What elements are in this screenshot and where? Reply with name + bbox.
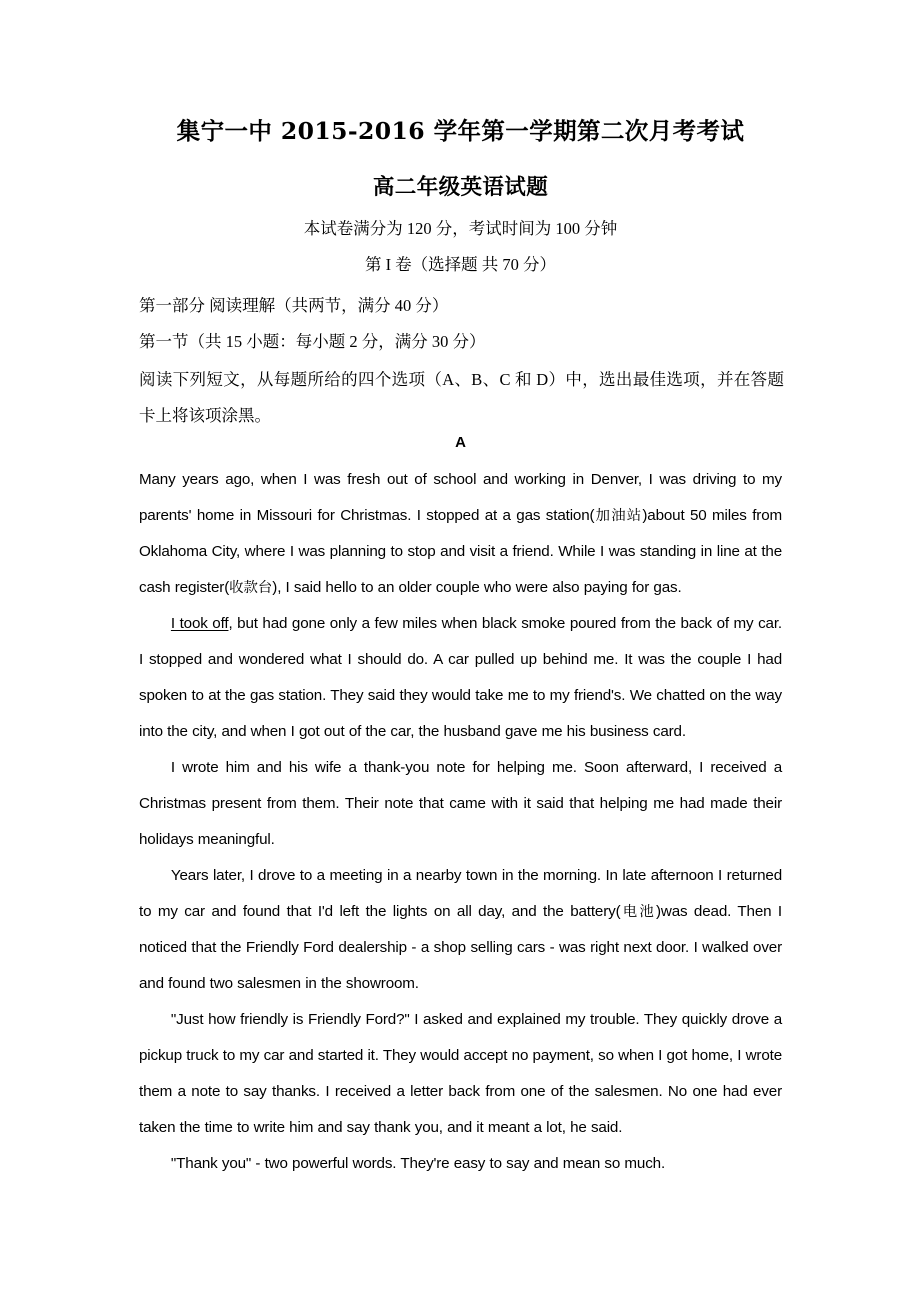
chinese-gloss: 电池	[620, 904, 656, 920]
exam-info-line: 本试卷满分为 120 分，考试时间为 100 分钟	[303, 219, 618, 238]
passage-paragraph	[139, 606, 782, 750]
passage-paragraph	[139, 750, 782, 858]
document-title: 集宁一中 2015-2016 学年第一学期第二次月考考试	[176, 117, 745, 145]
passage-text: )about 50 miles from Oklahoma City, where I was planning to stop and visit a friend. While I was standing in line at the cash register(	[139, 507, 782, 596]
chinese-gloss: 加油站	[594, 508, 643, 524]
passage-text: Many years ago, when I was fresh out of school and working in Denver, I was driving to my parents' home in Missouri for Christmas. I stopped at a gas station(	[139, 471, 782, 524]
section-part-one-heading: 第一部分 阅读理解（共两节，满分 40 分）	[139, 296, 449, 315]
section-one-heading: 第一节（共 15 小题：每小题 2 分，满分 30 分）	[139, 332, 486, 351]
document-subtitle: 高二年级英语试题	[372, 175, 549, 200]
passage-text: )was dead. Then I noticed that the Friendly Ford dealership - a shop selling cars - was right next door. I walked over and found two salesmen in the showroom.	[139, 903, 783, 992]
underlined-phrase: I took off	[170, 615, 229, 632]
passage-text: I wrote him and his wife a thank-you note for helping me. Soon afterward, I received a Christmas present from them. Their note that came with it said that helping me had made their holidays meaningful.	[139, 759, 782, 848]
reading-instruction: 阅读下列短文，从每题所给的四个选项（A、B、C 和 D）中，选出最佳选项，并在答题卡上将该项涂黑。	[139, 370, 784, 425]
passage-text: "Just how friendly is Friendly Ford?" I asked and explained my trouble. They quickly drove a pickup truck to my car and started it. They would accept no payment, so when I got home, I wrote them a note to say thanks. I received a letter back from one of the salesmen. No one had ever taken the time to write him and say thank you, and it meant a lot, he said.	[139, 1011, 782, 1136]
passage-paragraph	[139, 1146, 782, 1182]
paper-part-heading: 第 I 卷（选择题 共 70 分）	[364, 255, 557, 274]
passage-text: , but had gone only a few miles when black smoke poured from the back of my car. I stopped and wondered what I should do. A car pulled up behind me. It was the couple I had spoken to at the gas station. They said they would take me to my friend's. We chatted on the way into the city, and when I got out of the car, the husband gave me his business card.	[139, 615, 782, 740]
passage-paragraph	[139, 858, 782, 1002]
reading-passage	[139, 462, 782, 1182]
passage-paragraph	[139, 1002, 782, 1146]
passage-paragraph	[139, 462, 782, 606]
passage-text: Years later, I drove to a meeting in a nearby town in the morning. In late afternoon I returned to my car and found that I'd left the lights on all day, and the battery(	[139, 867, 782, 920]
chinese-gloss: 收款台	[229, 580, 273, 596]
passage-text: "Thank you" - two powerful words. They're easy to say and mean so much.	[170, 1155, 666, 1172]
passage-letter-heading: A	[455, 434, 466, 451]
passage-text: ), I said hello to an older couple who were also paying for gas.	[272, 579, 682, 596]
